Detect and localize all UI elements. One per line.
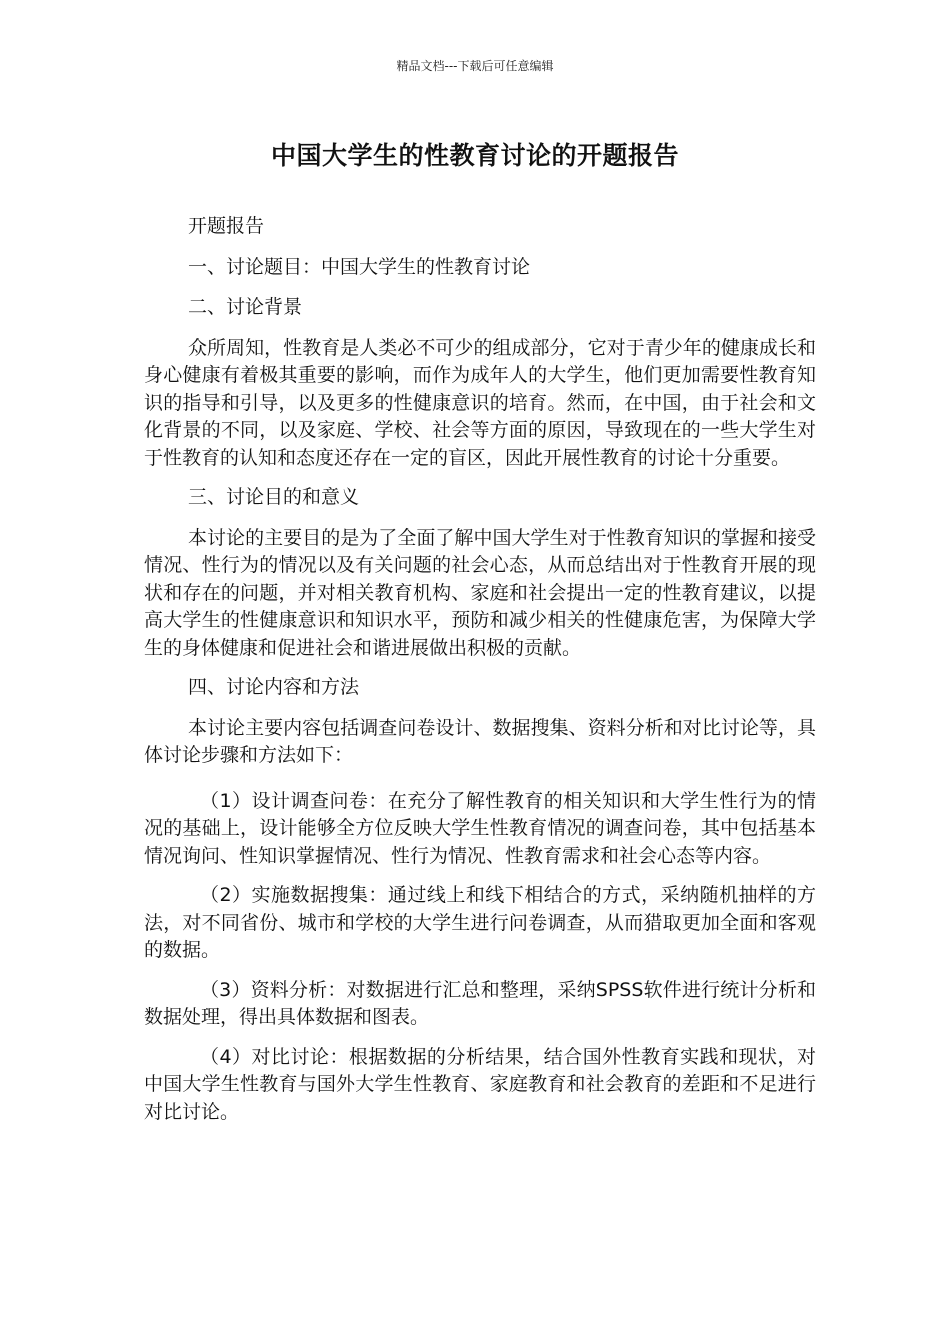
method-step-2: （2）实施数据搜集：通过线上和线下相结合的方式，采纳随机抽样的方法，对不同省份、城市和学校的大学生进行问卷调查，从而猎取更加全面和客观的数据。 [144,884,816,961]
page-header-note: 精品文档---下载后可任意编辑 [396,59,554,73]
section-heading-methods: 四、讨论内容和方法 [188,676,360,698]
document-title: 中国大学生的性教育讨论的开题报告 [270,141,679,170]
purpose-paragraph: 本讨论的主要目的是为了全面了解中国大学生对于性教育知识的掌握和接受情况、性行为的情况以及有关问题的社会心态，从而总结出对于性教育开展的现状和存在的问题，并对相关教育机构、家庭和社会提出一定的性教育建议，以提高大学生的性健康意识和知识水平，预防和减少相关的性健康危害，为保障大学生的身体健康和促进社会和谐进展做出积极的贡献。 [144,526,816,659]
document-body [144,213,816,1138]
section-heading-topic: 一、讨论题目：中国大学生的性教育讨论 [188,255,531,278]
methods-intro-paragraph: 本讨论主要内容包括调查问卷设计、数据搜集、资料分析和对比讨论等，具体讨论步骤和方法如下： [144,716,816,766]
background-paragraph: 众所周知，性教育是人类必不可少的组成部分，它对于青少年的健康成长和身心健康有着极其重要的影响，而作为成年人的大学生，他们更加需要性教育知识的指导和引导，以及更多的性健康意识的培育。然而，在中国，由于社会和文化背景的不同，以及家庭、学校、社会等方面的原因，导致现在的一些大学生对于性教育的认知和态度还存在一定的盲区，因此开展性教育的讨论十分重要。 [144,336,816,469]
method-step-1: （1）设计调查问卷：在充分了解性教育的相关知识和大学生性行为的情况的基础上，设计能够全方位反映大学生性教育情况的调查问卷，其中包括基本情况询问、性知识掌握情况、性行为情况、性教育需求和社会心态等内容。 [144,789,816,867]
method-step-4: （4）对比讨论：根据数据的分析结果，结合国外性教育实践和现状，对中国大学生性教育与国外大学生性教育、家庭教育和社会教育的差距和不足进行对比讨论。 [144,1045,816,1123]
section-heading-background: 二、讨论背景 [188,296,303,318]
section-label-report: 开题报告 [188,215,265,237]
section-heading-purpose: 三、讨论目的和意义 [188,486,360,508]
method-step-3: （3）资料分析：对数据进行汇总和整理，采纳SPSS软件进行统计分析和数据处理，得出具体数据和图表。 [144,978,816,1028]
